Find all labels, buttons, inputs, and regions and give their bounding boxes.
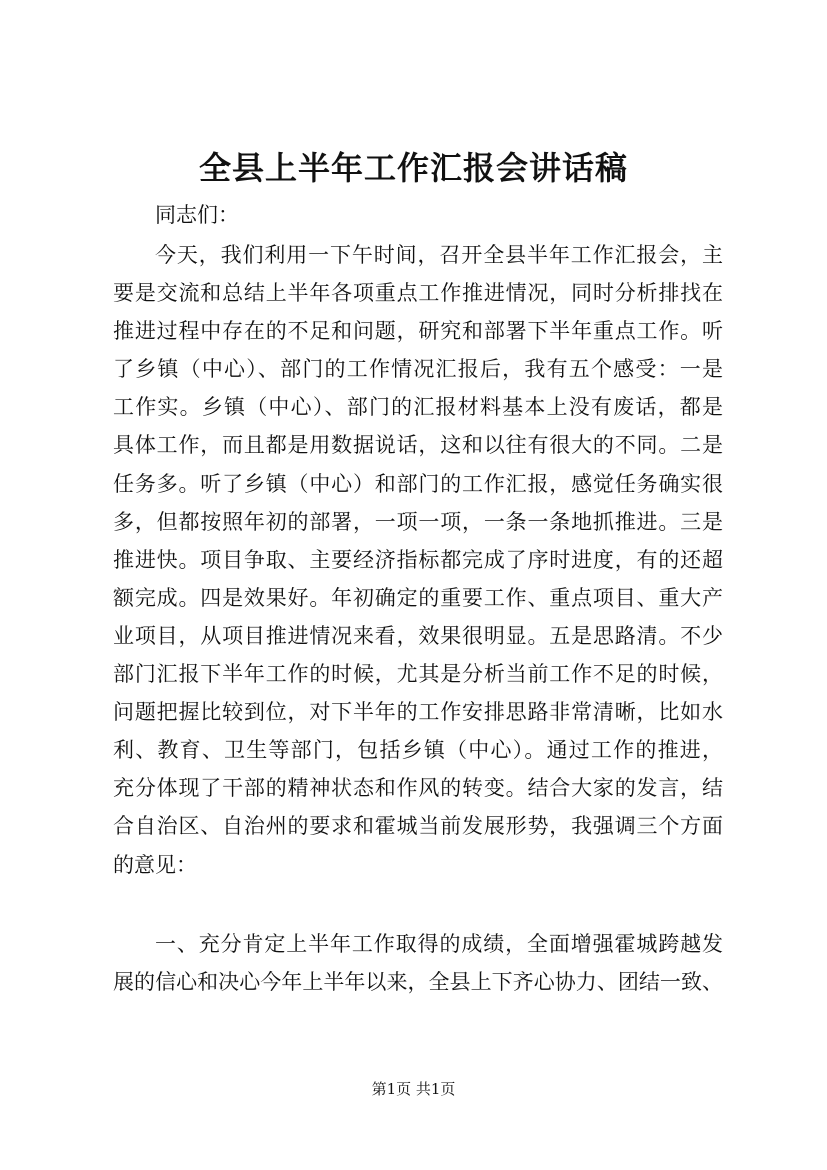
paragraph-line: 今天，我们利用一下午时间，召开全县半年工作汇报会，主 xyxy=(155,243,723,267)
paragraph-line: 展的信心和决心今年上半年以来，全县上下齐心协力、团结一致、 xyxy=(113,970,723,995)
paragraph-line: 推进过程中存在的不足和问题，研究和部署下半年重点工作。听 xyxy=(113,319,723,344)
paragraph-line: 业项目，从项目推进情况来看，效果很明显。五是思路清。不少 xyxy=(113,623,723,648)
paragraph-line: 利、教育、卫生等部门，包括乡镇（中心）。通过工作的推进， xyxy=(113,738,723,763)
paragraph-line: 推进快。项目争取、主要经济指标都完成了序时进度，有的还超 xyxy=(113,547,723,572)
paragraph-line: 合自治区、自治州的要求和霍城当前发展形势，我强调三个方面 xyxy=(113,814,723,839)
document-title: 全县上半年工作汇报会讲话稿 xyxy=(198,149,628,187)
paragraph-line: 要是交流和总结上半年各项重点工作推进情况，同时分析排找在 xyxy=(113,281,723,306)
paragraph-line: 问题把握比较到位，对下半年的工作安排思路非常清晰，比如水 xyxy=(113,700,723,725)
paragraph-line: 具体工作，而且都是用数据说话，这和以往有很大的不同。二是 xyxy=(113,433,723,458)
page-number-footer: 第1页 共1页 xyxy=(371,1080,456,1098)
paragraph-line: 了乡镇（中心）、部门的工作情况汇报后，我有五个感受：一是 xyxy=(113,357,723,382)
paragraph-line: 多，但都按照年初的部署，一项一项，一条一条地抓推进。三是 xyxy=(113,509,723,534)
paragraph-line: 充分体现了干部的精神状态和作风的转变。结合大家的发言，结 xyxy=(113,776,723,801)
paragraph-line: 任务多。听了乡镇（中心）和部门的工作汇报，感觉任务确实很 xyxy=(113,471,723,496)
paragraph-line: 工作实。乡镇（中心）、部门的汇报材料基本上没有废话，都是 xyxy=(113,395,723,420)
paragraph-line: 一、充分肯定上半年工作取得的成绩，全面增强霍城跨越发 xyxy=(155,932,723,956)
paragraph-line: 部门汇报下半年工作的时候，尤其是分析当前工作不足的时候， xyxy=(113,662,723,687)
paragraph-line: 的意见： xyxy=(113,852,197,877)
salutation: 同志们： xyxy=(155,203,239,227)
paragraph-2 xyxy=(113,925,723,1001)
paragraph-1 xyxy=(113,236,723,884)
paragraph-line: 额完成。四是效果好。年初确定的重要工作、重点项目、重大产 xyxy=(113,585,723,610)
